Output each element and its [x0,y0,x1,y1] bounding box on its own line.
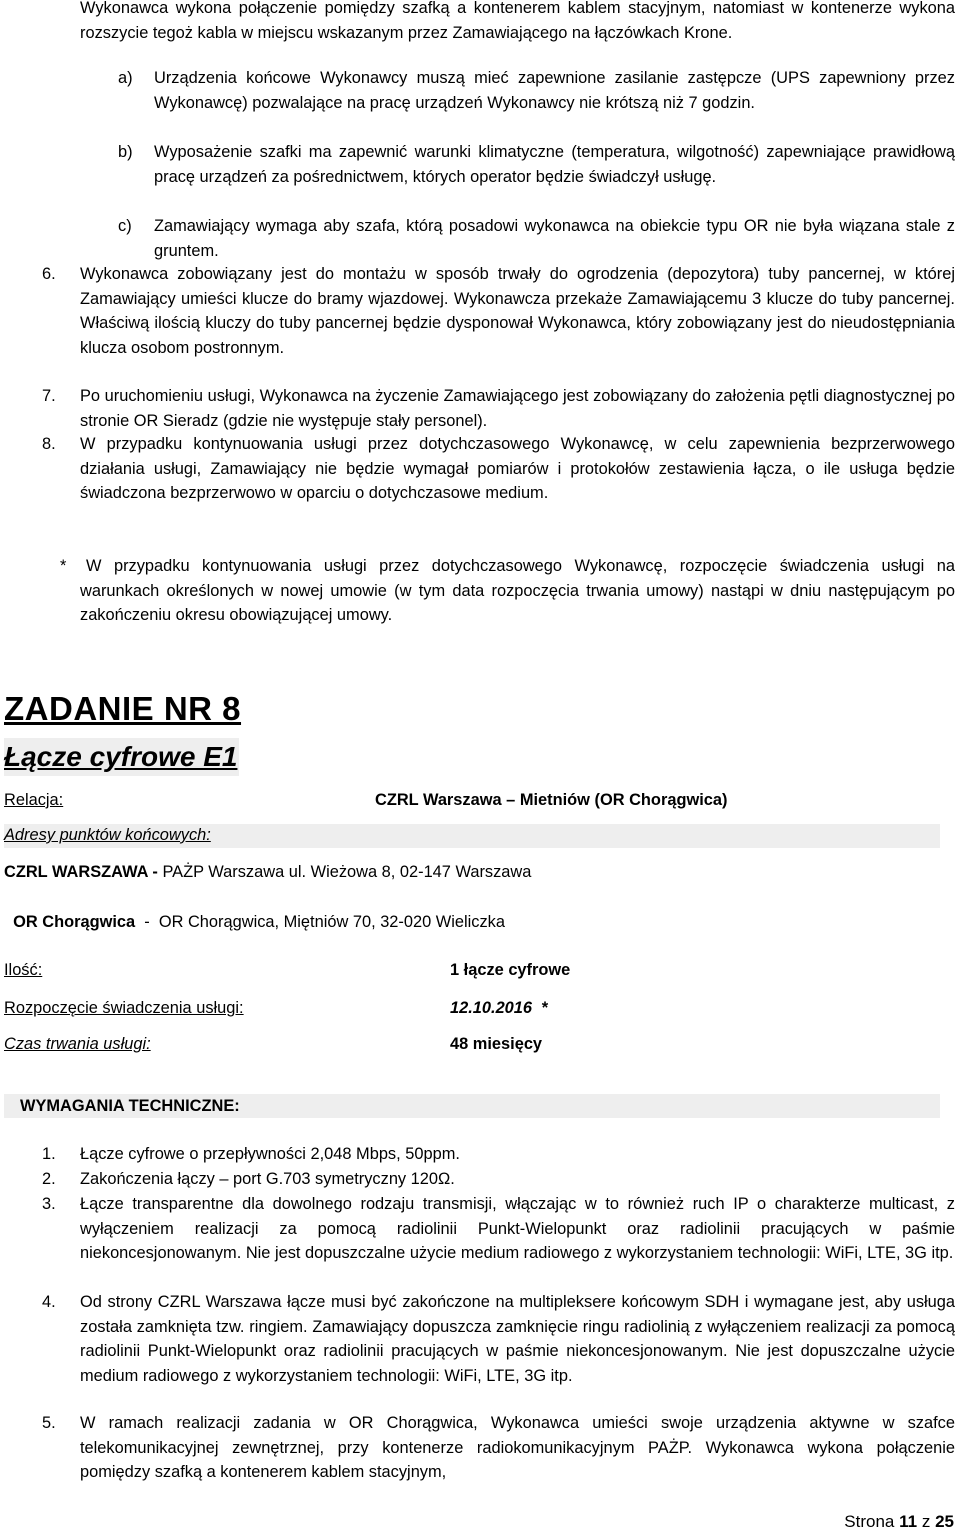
relation-label: Relacja: [4,791,64,809]
task-subheading [4,738,239,776]
task-heading: ZADANIE NR 8 [4,690,242,727]
list-text: Łącze transparentne dla dowolnego rodzaju transmisji, włączając w to również ruch IP o charakterze multicast, z wyłączeniem realizacji za pomocą radiolinii Punkt-Wielopunkt oraz radiolinii pracujących w paśmie niekoncesjonowanym. Nie jest dopuszczalne użycie medium radiowego z wykorzystaniem technologii: WiFi, LTE, 3G itp. [80,1195,955,1262]
quantity-label: Ilość: [4,961,43,979]
sub-item-b [118,140,955,189]
tech-item-1 [42,1142,955,1167]
list-number: 3. [42,1195,56,1213]
addresses-label: Adresy punktów końcowych: [4,826,211,844]
sub-item-label: c) [118,217,132,235]
tech-item-3 [42,1192,955,1266]
list-number: 4. [42,1293,56,1311]
sub-item-a [118,66,955,115]
footnote-mark: * [60,557,67,575]
task-subheading-text: Łącze cyfrowe E1 [4,741,238,772]
list-text: Od strony CZRL Warszawa łącze musi być zakończone na multipleksere końcowym SDH i wymagane jest, aby usługa została zamknięta tzw. ringiem. Zamawiający dopuszcza zamknięcie ringu radiolinią z wyłączeniem realizacji za pomocą radiolinii Punkt-Wielopunkt oraz radiolinii pracujących w paśmie niekoncesjonowanym. Nie jest dopuszczalne użycie medium radiowego z wykorzystaniem technologii: WiFi, LTE, 3G itp. [80,1293,955,1385]
list-item-6 [42,262,955,360]
list-number: 6. [42,265,56,283]
list-number: 2. [42,1170,56,1188]
quantity-value: 1 łącze cyfrowe [450,961,571,979]
page-word: Strona [844,1512,895,1531]
list-item-7 [42,384,955,433]
start-label: Rozpoczęcie świadczenia usługi: [4,999,244,1017]
tech-heading: WYMAGANIA TECHNICZNE: [20,1097,240,1115]
sub-item-text: Wyposażenie szafki ma zapewnić warunki klimatyczne (temperatura, wilgotność) zapewniające prawidłową pracę urządzeń za pośrednictwem, których operator będzie świadczył usługę. [154,143,955,186]
sub-item-text: Urządzenia końcowe Wykonawcy muszą mieć zapewnione zasilanie zastępcze (UPS zapewniony przez Wykonawcę) pozwalające na pracę urządzeń Wykonawcy nie krótszą niż 7 godzin. [154,69,955,112]
relation-value: CZRL Warszawa – Mietniów (OR Chorągwica) [375,791,728,809]
sub-item-label: a) [118,69,133,87]
duration-label: Czas trwania usługi: [4,1035,151,1053]
footnote [60,554,955,628]
tech-item-5 [42,1411,955,1485]
list-text: Łącze cyfrowe o przepływności 2,048 Mbps, 50ppm. [80,1145,460,1163]
list-number: 8. [42,435,56,453]
tech-item-2 [42,1167,955,1192]
list-text: Wykonawca zobowiązany jest do montażu w sposób trwały do ogrodzenia (depozytora) tuby pancernej, w której Zamawiający umieści klucze do bramy wjazdowej. Wykonawcza przekaże Zamawiającemu 3 klucze do tuby pancernej. Właściwą ilością kluczy do tuby pancernej będzie dysponował Wykonawca, który zobowiązany jest do nieudostępniania klucza osobom postronnym. [80,265,955,357]
start-value: 12.10.2016 * [450,999,548,1017]
address-2-detail: - OR Chorągwica, Miętniów 70, 32-020 Wieliczka [135,912,505,931]
address-1-detail: PAŻP Warszawa ul. Wieżowa 8, 02-147 Warszawa [157,863,532,881]
sub-item-c [118,214,955,263]
page-current: 11 [899,1512,918,1531]
list-number: 1. [42,1145,56,1163]
list-text: Zakończenia łączy – port G.703 symetryczny 120Ω. [80,1170,455,1188]
intro-paragraph: Wykonawca wykona połączenie pomiędzy szafką a kontenerem kablem stacyjnym, natomiast w kontenerze wykona rozszycie tegoż kabla w miejscu wskazanym przez Zamawiającego na łączówkach Krone. [80,0,955,42]
page-number [844,1510,954,1535]
footnote-text: W przypadku kontynuowania usługi przez dotychczasowego Wykonawcę, rozpoczęcie świadczenia usługi na warunkach określonych w nowej umowie (w tym data rozpoczęcia trwania umowy) nastąpi w dniu następującym po zakończeniu okresu obowiązującej umowy. [80,557,955,624]
address-line-1 [4,860,531,885]
address-2-name: OR Chorągwica [13,912,136,931]
list-text: Po uruchomieniu usługi, Wykonawca na życzenie Zamawiającego jest zobowiązany do założenia pętli diagnostycznej po stronie OR Sieradz (gdzie nie występuje stały personel). [80,387,955,430]
list-number: 7. [42,387,56,405]
list-text: W przypadku kontynuowania usługi przez dotychczasowego Wykonawcę, w celu zapewnienia bezprzerwowego działania usługi, Zamawiający nie będzie wymagał pomiarów i protokołów zestawienia łącza, o ile usługa będzie świadczona bezprzerwowo w oparciu o dotychczasowe medium. [80,435,955,502]
list-text: W ramach realizacji zadania w OR Chorągwica, Wykonawca umieści swoje urządzenia aktywne w szafce telekomunikacyjnej zewnętrznej, przy kontenerze radiokomunikacyjnym PAŻP. Wykonawca wykona połączenie pomiędzy szafką a kontenerem kablem stacyjnym, [80,1414,955,1481]
sub-item-text: Zamawiający wymaga aby szafa, którą posadowi wykonawca na obiekcie typu OR nie była wiązana stale z gruntem. [154,217,955,260]
address-1-name: CZRL WARSZAWA - [4,863,158,881]
duration-value: 48 miesięcy [450,1035,543,1053]
page-of: z [921,1512,931,1531]
sub-item-label: b) [118,143,133,161]
list-item-8 [42,432,955,506]
tech-item-4 [42,1290,955,1388]
list-number: 5. [42,1414,56,1432]
page-total: 25 [935,1512,954,1531]
address-line-2 [4,885,505,934]
